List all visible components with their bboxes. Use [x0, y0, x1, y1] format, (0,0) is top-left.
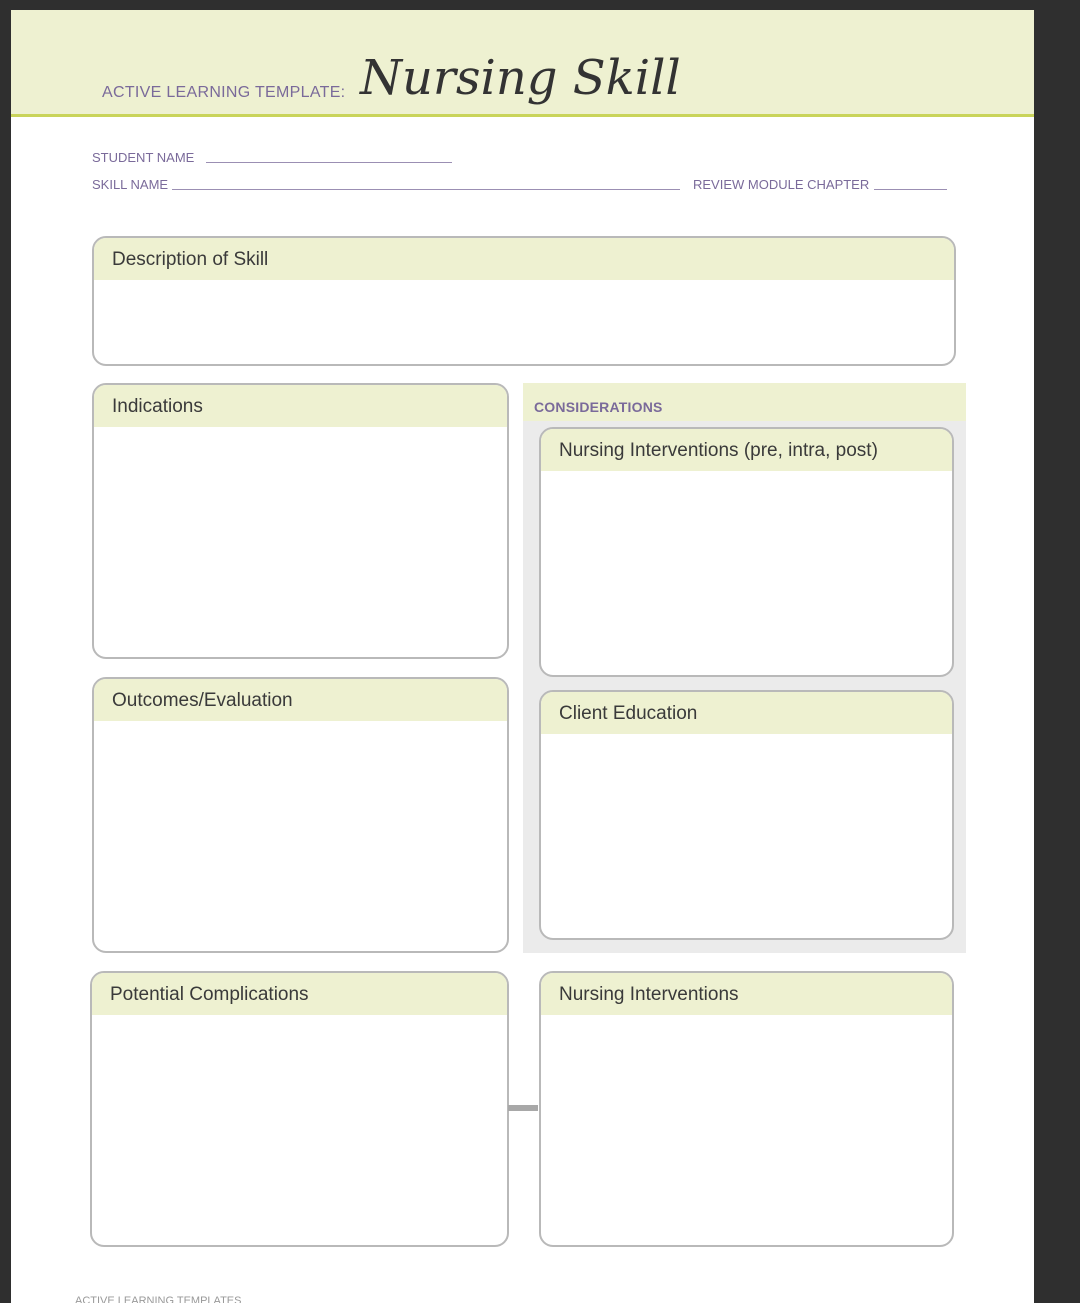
template-kicker: ACTIVE LEARNING TEMPLATE: — [102, 84, 346, 101]
nursing-interventions-box[interactable] — [539, 971, 954, 1247]
indications-body[interactable] — [94, 427, 507, 657]
client-education-box[interactable] — [539, 690, 954, 940]
page-header — [11, 10, 1034, 117]
nursing-interventions-pre-intra-post-box[interactable] — [539, 427, 954, 677]
client-education-heading: Client Education — [541, 692, 952, 734]
potential-complications-box[interactable] — [90, 971, 509, 1247]
considerations-label: CONSIDERATIONS — [534, 399, 663, 415]
student-name-label: STUDENT NAME — [92, 150, 195, 165]
indications-heading: Indications — [94, 385, 507, 427]
outcomes-evaluation-heading: Outcomes/Evaluation — [94, 679, 507, 721]
outcomes-evaluation-box[interactable] — [92, 677, 509, 953]
review-module-chapter-label: REVIEW MODULE CHAPTER — [693, 177, 870, 192]
outcomes-evaluation-body[interactable] — [94, 721, 507, 951]
description-of-skill-box[interactable] — [92, 236, 956, 366]
potential-complications-body[interactable] — [92, 1015, 507, 1245]
considerations-header — [523, 383, 966, 421]
template-page — [11, 10, 1034, 1303]
page-title: Nursing Skill — [360, 50, 681, 106]
review-module-chapter-field[interactable] — [874, 189, 947, 190]
complications-to-interventions-connector — [508, 1105, 538, 1111]
footer-text: ACTIVE LEARNING TEMPLATES — [75, 1295, 242, 1303]
indications-box[interactable] — [92, 383, 509, 659]
skill-name-field[interactable] — [172, 189, 680, 190]
student-name-field[interactable] — [206, 162, 452, 163]
description-of-skill-heading: Description of Skill — [94, 238, 954, 280]
client-education-body[interactable] — [541, 734, 952, 938]
nursing-interventions-pre-intra-post-body[interactable] — [541, 471, 952, 675]
potential-complications-heading: Potential Complications — [92, 973, 507, 1015]
nursing-interventions-body[interactable] — [541, 1015, 952, 1245]
skill-name-label: SKILL NAME — [92, 177, 169, 192]
nursing-interventions-heading: Nursing Interventions — [541, 973, 952, 1015]
description-of-skill-body[interactable] — [94, 280, 954, 364]
nursing-interventions-pre-intra-post-heading: Nursing Interventions (pre, intra, post) — [541, 429, 952, 471]
